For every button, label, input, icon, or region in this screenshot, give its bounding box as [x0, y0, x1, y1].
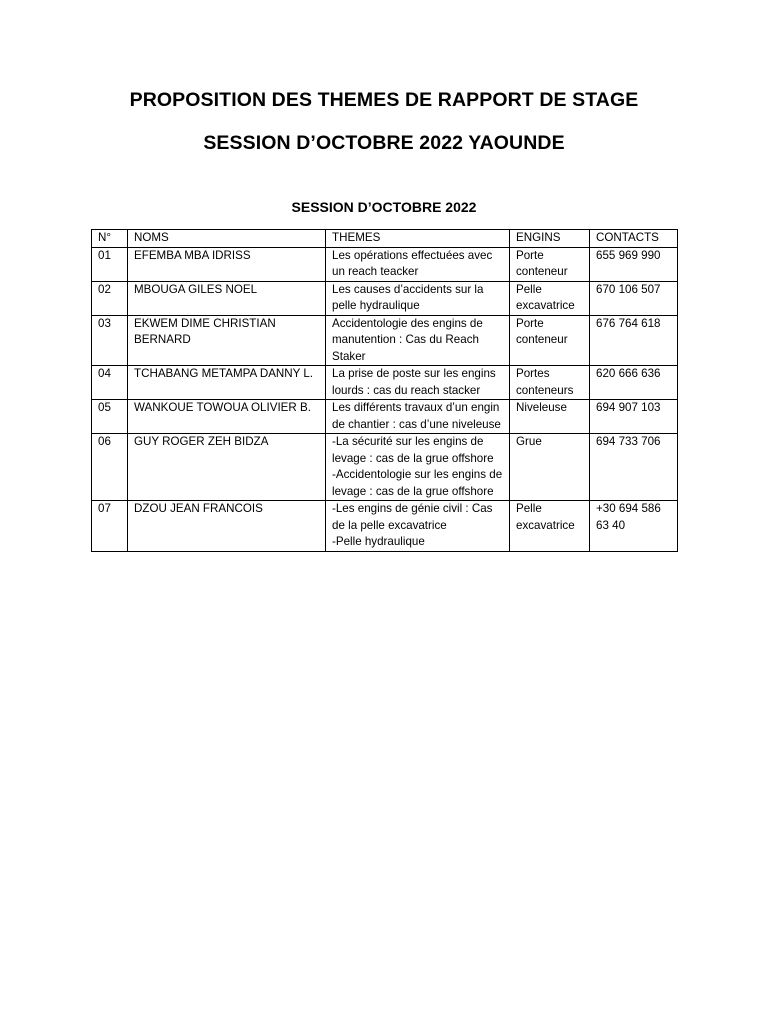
theme-line: Les opérations effectuées avec un reach teacker — [332, 248, 493, 278]
cell-engin: Porte conteneur — [510, 247, 590, 281]
theme-line: La prise de poste sur les engins lourds : cas du reach stacker — [332, 367, 496, 397]
theme-line: -Les engins de génie civil : Cas de la pelle excavatrice — [332, 502, 493, 532]
cell-engin: Portes conteneurs — [510, 366, 590, 400]
cell-theme — [326, 281, 510, 315]
cell-contact: 694 907 103 — [590, 400, 678, 434]
document-title: PROPOSITION DES THEMES DE RAPPORT DE STAGE — [129, 89, 639, 111]
column-header-engins: ENGINS — [510, 230, 590, 248]
cell-engin: Grue — [510, 434, 590, 501]
theme-line: Les différents travaux d’un engin de chantier : cas d’une niveleuse — [332, 401, 501, 431]
table-row — [92, 501, 678, 552]
theme-line: Les causes d’accidents sur la pelle hydraulique — [332, 282, 484, 312]
table-caption: SESSION D’OCTOBRE 2022 — [291, 199, 477, 215]
cell-theme — [326, 434, 510, 501]
cell-name: EFEMBA MBA IDRISS — [128, 247, 326, 281]
table-header — [92, 230, 678, 248]
column-header-number: N° — [92, 230, 128, 248]
table-row — [92, 247, 678, 281]
cell-name: WANKOUE TOWOUA OLIVIER B. — [128, 400, 326, 434]
table-body — [92, 247, 678, 551]
cell-contact: 694 733 706 — [590, 434, 678, 501]
cell-engin: Pelle excavatrice — [510, 501, 590, 552]
cell-theme — [326, 501, 510, 552]
cell-contact: 670 106 507 — [590, 281, 678, 315]
table-row — [92, 366, 678, 400]
cell-name: MBOUGA GILES NOEL — [128, 281, 326, 315]
table-row — [92, 400, 678, 434]
cell-contact: 655 969 990 — [590, 247, 678, 281]
cell-contact: 676 764 618 — [590, 315, 678, 366]
cell-theme — [326, 366, 510, 400]
theme-line: -La sécurité sur les engins de levage : cas de la grue offshore — [332, 435, 494, 465]
cell-theme — [326, 247, 510, 281]
cell-name: DZOU JEAN FRANCOIS — [128, 501, 326, 552]
cell-number: 06 — [92, 434, 128, 501]
cell-number: 03 — [92, 315, 128, 366]
cell-number: 01 — [92, 247, 128, 281]
column-header-names: NOMS — [128, 230, 326, 248]
table-row — [92, 315, 678, 366]
cell-engin: Pelle excavatrice — [510, 281, 590, 315]
theme-line: Accidentologie des engins de manutention : Cas du Reach Staker — [332, 316, 483, 363]
cell-theme — [326, 400, 510, 434]
column-header-themes: THEMES — [326, 230, 510, 248]
cell-number: 04 — [92, 366, 128, 400]
cell-contact: 620 666 636 — [590, 366, 678, 400]
document-title-session: SESSION D’OCTOBRE 2022 YAOUNDE — [203, 132, 565, 154]
cell-name: GUY ROGER ZEH BIDZA — [128, 434, 326, 501]
cell-engin: Niveleuse — [510, 400, 590, 434]
column-header-contacts: CONTACTS — [590, 230, 678, 248]
themes-table — [91, 229, 678, 552]
cell-name: EKWEM DIME CHRISTIAN BERNARD — [128, 315, 326, 366]
theme-line: -Accidentologie sur les engins de levage : cas de la grue offshore — [332, 468, 503, 498]
cell-name: TCHABANG METAMPA DANNY L. — [128, 366, 326, 400]
cell-engin: Porte conteneur — [510, 315, 590, 366]
table-header-row — [92, 230, 678, 248]
cell-number: 05 — [92, 400, 128, 434]
cell-number: 07 — [92, 501, 128, 552]
theme-line: -Pelle hydraulique — [332, 535, 425, 548]
table-row — [92, 281, 678, 315]
table-row — [92, 434, 678, 501]
cell-number: 02 — [92, 281, 128, 315]
cell-theme — [326, 315, 510, 366]
cell-contact: +30 694 586 63 40 — [590, 501, 678, 552]
